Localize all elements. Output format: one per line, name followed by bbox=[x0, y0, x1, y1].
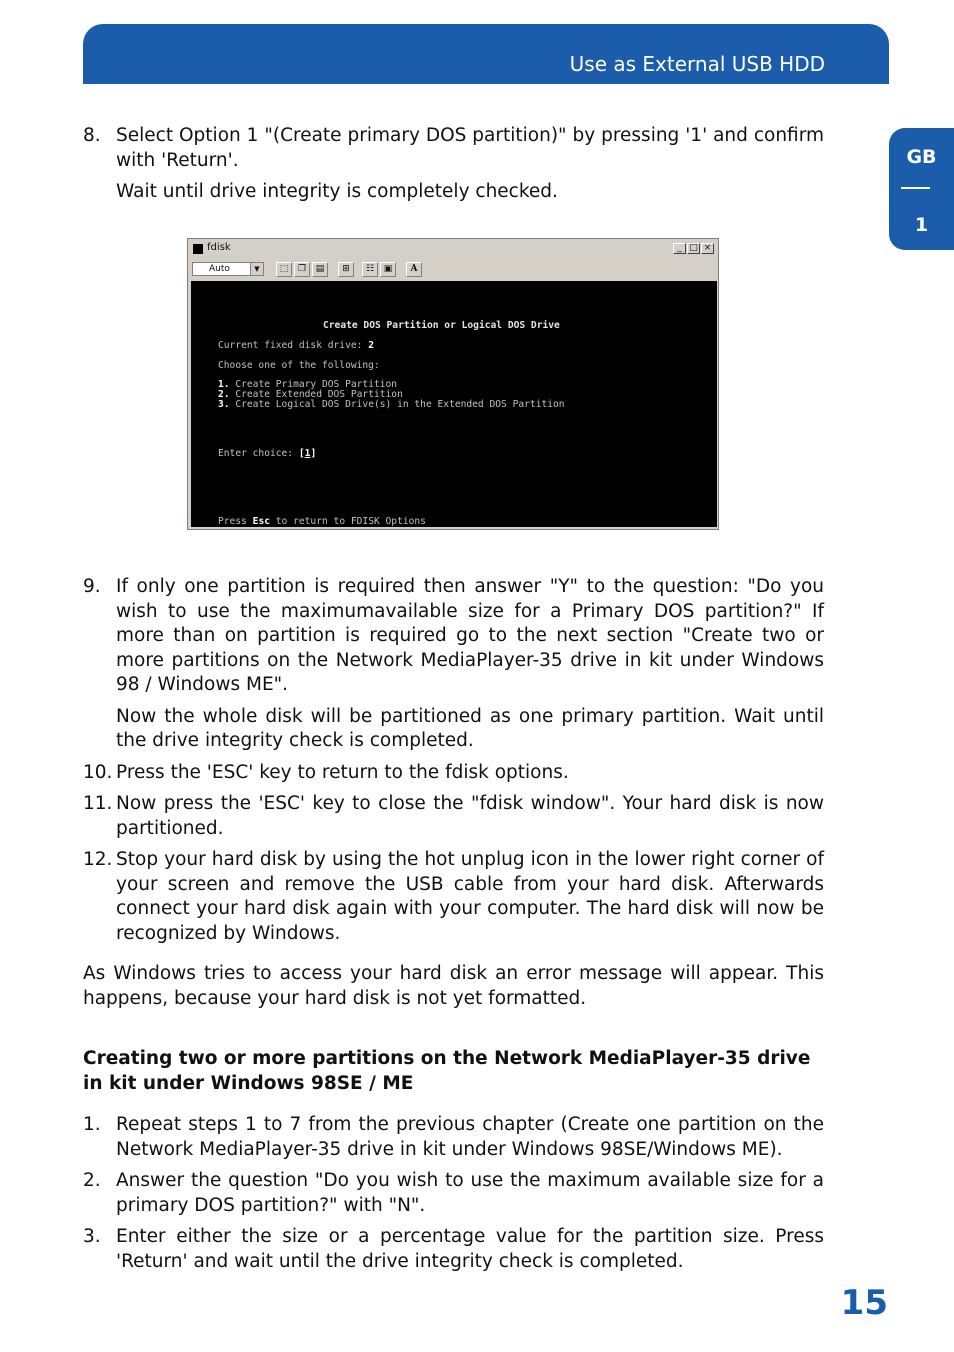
background-icon: ▣ bbox=[380, 262, 396, 277]
dos-console bbox=[191, 281, 717, 527]
console-line: 2. Create Extended DOS Partition bbox=[218, 389, 403, 400]
console-title: Create DOS Partition or Logical DOS Drive bbox=[323, 320, 560, 331]
page-header bbox=[83, 24, 889, 84]
close-icon: × bbox=[701, 243, 714, 254]
section-block bbox=[83, 1047, 824, 1274]
console-line: 3. Create Logical DOS Drive(s) in the Extended DOS Partition bbox=[218, 399, 565, 410]
console-line: Current fixed disk drive: 2 bbox=[218, 340, 374, 351]
msdos-icon bbox=[193, 244, 203, 254]
list-item bbox=[83, 848, 824, 946]
item-number: 8. bbox=[83, 125, 101, 146]
item-text: Select Option 1 "(Create primary DOS partition)" by pressing '1' and confirm with 'Return'. bbox=[116, 125, 824, 171]
list-item bbox=[83, 1169, 824, 1218]
window-title: fdisk bbox=[207, 242, 231, 253]
steps-block bbox=[83, 575, 824, 1011]
window-toolbar bbox=[190, 259, 716, 279]
font-size-select bbox=[192, 262, 264, 276]
step-8-block bbox=[83, 124, 824, 205]
list-item bbox=[83, 575, 824, 698]
section-heading: Creating two or more partitions on the Network MediaPlayer-35 drive in kit under Windows 98SE / ME bbox=[83, 1048, 811, 1094]
mark-icon: ⬚ bbox=[276, 262, 292, 277]
body-paragraph: As Windows tries to access your hard disk an error message will appear. This happens, because your hard disk is not yet formatted. bbox=[83, 963, 824, 1009]
item-number: 11. bbox=[83, 793, 113, 814]
maximize-icon: □ bbox=[687, 243, 700, 254]
console-line: Enter choice: [1] bbox=[218, 448, 317, 459]
list-item bbox=[83, 124, 824, 173]
item-number: 1. bbox=[83, 1114, 101, 1135]
tab-divider bbox=[901, 187, 930, 189]
step-8-note: Wait until drive integrity is completely checked. bbox=[116, 181, 558, 202]
copy-icon: ❐ bbox=[294, 262, 310, 277]
list-item bbox=[83, 1225, 824, 1274]
item-text: Enter either the size or a percentage value for the partition size. Press 'Return' and wait until the drive integrity check is completed. bbox=[116, 1226, 824, 1272]
language-label: GB bbox=[906, 146, 937, 168]
item-number: 10. bbox=[83, 761, 113, 783]
list-item bbox=[83, 792, 824, 841]
item-number: 3. bbox=[83, 1226, 101, 1247]
language-tab bbox=[889, 128, 954, 250]
chapter-number: 1 bbox=[914, 214, 929, 236]
paste-icon: ▤ bbox=[312, 262, 328, 277]
item-text: Now press the 'ESC' key to close the "fdisk window". Your hard disk is now partitioned. bbox=[116, 793, 824, 839]
item-number: 12. bbox=[83, 849, 113, 870]
window-titlebar bbox=[190, 241, 716, 257]
item-text: Press the 'ESC' key to return to the fdisk options. bbox=[116, 761, 569, 783]
font-size-value: Auto bbox=[209, 264, 230, 274]
chevron-down-icon: ▼ bbox=[250, 263, 263, 275]
list-item bbox=[83, 761, 824, 786]
console-line: Choose one of the following: bbox=[218, 360, 380, 371]
item-number: 9. bbox=[83, 576, 101, 597]
item-number: 2. bbox=[83, 1170, 101, 1191]
fullscreen-icon: ⊞ bbox=[338, 262, 354, 277]
item-text: If only one partition is required then answer "Y" to the question: "Do you wish to use the maximumavailable size for a Primary DOS partition?" If more than on partition is required go to the next section "Create two or more partitions on the Network MediaPlayer-35 drive in kit under Windows 98 / Windows ME". bbox=[116, 576, 824, 695]
page-number: 15 bbox=[840, 1283, 888, 1323]
minimize-icon: _ bbox=[673, 243, 686, 254]
item-text: Answer the question "Do you wish to use the maximum available size for a primary DOS partition?" with "N". bbox=[116, 1170, 824, 1216]
list-item bbox=[83, 1113, 824, 1162]
item-text: Repeat steps 1 to 7 from the previous chapter (Create one partition on the Network MediaPlayer-35 drive in kit under Windows 98SE/Windows ME). bbox=[116, 1114, 824, 1160]
header-title: Use as External USB HDD bbox=[569, 52, 825, 76]
fdisk-window-screenshot bbox=[187, 238, 719, 530]
console-line: 1. Create Primary DOS Partition bbox=[218, 379, 398, 390]
item-text: Stop your hard disk by using the hot unplug icon in the lower right corner of your screen and remove the USB cable from your hard disk. Afterwards connect your hard disk again with your computer. The hard disk will now be recognized by Windows. bbox=[116, 849, 824, 944]
properties-icon: ☷ bbox=[362, 262, 378, 277]
console-line: Press Esc to return to FDISK Options bbox=[218, 516, 426, 527]
step-9-note: Now the whole disk will be partitioned as one primary partition. Wait until the drive integrity check is completed. bbox=[116, 705, 824, 751]
font-icon: A bbox=[406, 262, 422, 277]
